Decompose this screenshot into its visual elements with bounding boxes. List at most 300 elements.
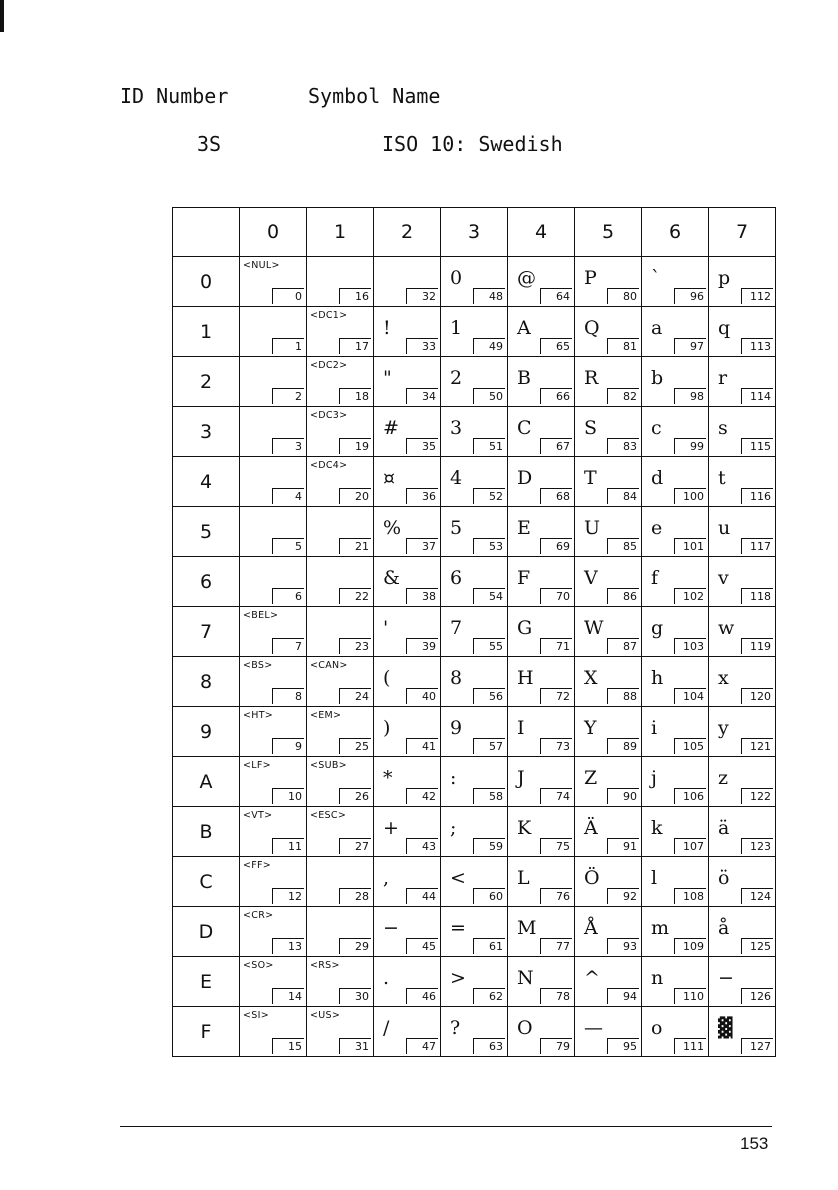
table-row <box>173 607 776 657</box>
char-cell <box>508 807 575 857</box>
character-glyph: N <box>517 967 534 989</box>
char-cell <box>441 707 508 757</box>
char-cell <box>642 507 709 557</box>
control-code-label: <BS> <box>243 660 273 671</box>
character-glyph: Ä <box>584 817 598 839</box>
decimal-code: 53 <box>473 538 505 554</box>
character-glyph: f <box>651 567 659 589</box>
decimal-code: 104 <box>674 688 706 704</box>
char-cell <box>709 857 776 907</box>
column-header-6: 6 <box>642 208 709 257</box>
char-cell <box>709 907 776 957</box>
character-glyph: . <box>383 967 390 989</box>
decimal-code: 103 <box>674 638 706 654</box>
row-header-A: A <box>173 757 240 807</box>
decimal-code: 42 <box>406 788 438 804</box>
char-cell <box>575 407 642 457</box>
char-cell <box>642 707 709 757</box>
character-glyph: Ö <box>584 867 600 889</box>
char-cell <box>240 757 307 807</box>
char-cell <box>240 557 307 607</box>
control-code-label: <SI> <box>243 1010 269 1021</box>
character-glyph: X <box>584 667 598 689</box>
decimal-code: 120 <box>741 688 773 704</box>
decimal-code: 80 <box>607 288 639 304</box>
char-cell <box>575 557 642 607</box>
table-row <box>173 757 776 807</box>
column-header-1: 1 <box>307 208 374 257</box>
decimal-code: 71 <box>540 638 572 654</box>
decimal-code: 124 <box>741 888 773 904</box>
char-cell <box>374 807 441 857</box>
decimal-code: 12 <box>272 888 304 904</box>
character-glyph: " <box>383 367 392 389</box>
character-glyph: B <box>517 367 531 389</box>
decimal-code: 83 <box>607 438 639 454</box>
character-glyph: å <box>718 917 730 939</box>
character-set-table <box>172 207 776 1057</box>
char-cell <box>709 707 776 757</box>
id-number-value: 3S <box>197 132 222 156</box>
decimal-code: 14 <box>272 988 304 1004</box>
character-glyph: 0 <box>450 267 463 289</box>
char-cell <box>575 307 642 357</box>
char-cell <box>441 757 508 807</box>
char-cell <box>240 607 307 657</box>
decimal-code: 70 <box>540 588 572 604</box>
char-cell <box>441 857 508 907</box>
decimal-code: 25 <box>339 738 371 754</box>
decimal-code: 91 <box>607 838 639 854</box>
char-cell <box>307 457 374 507</box>
character-glyph: ( <box>383 667 391 689</box>
char-cell <box>642 307 709 357</box>
table-row <box>173 857 776 907</box>
decimal-code: 114 <box>741 388 773 404</box>
decimal-code: 92 <box>607 888 639 904</box>
char-cell <box>441 957 508 1007</box>
character-glyph: Y <box>584 717 597 739</box>
decimal-code: 45 <box>406 938 438 954</box>
character-glyph: i <box>651 717 658 739</box>
character-glyph: P <box>584 267 597 289</box>
table-row <box>173 907 776 957</box>
character-glyph: z <box>718 767 729 789</box>
char-cell <box>709 307 776 357</box>
decimal-code: 67 <box>540 438 572 454</box>
char-cell <box>307 557 374 607</box>
column-header-3: 3 <box>441 208 508 257</box>
character-glyph: % <box>383 517 402 539</box>
decimal-code: 43 <box>406 838 438 854</box>
char-cell <box>374 507 441 557</box>
control-code-label: <EM> <box>310 710 342 721</box>
char-cell <box>508 507 575 557</box>
control-code-label: <CR> <box>243 910 274 921</box>
decimal-code: 8 <box>272 688 304 704</box>
column-header-2: 2 <box>374 208 441 257</box>
character-glyph: 3 <box>450 417 463 439</box>
character-glyph: L <box>517 867 530 889</box>
char-cell <box>642 1007 709 1057</box>
char-cell <box>508 357 575 407</box>
decimal-code: 87 <box>607 638 639 654</box>
row-header-0: 0 <box>173 257 240 307</box>
character-glyph: a <box>651 317 663 339</box>
decimal-code: 28 <box>339 888 371 904</box>
decimal-code: 115 <box>741 438 773 454</box>
character-glyph: @ <box>517 267 536 289</box>
character-glyph: M <box>517 917 537 939</box>
character-glyph: : <box>450 767 457 789</box>
decimal-code: 0 <box>272 288 304 304</box>
control-code-label: <VT> <box>243 810 273 821</box>
char-cell <box>374 657 441 707</box>
character-glyph: b <box>651 367 664 389</box>
character-glyph: O <box>517 1017 533 1039</box>
control-code-label: <DC2> <box>310 360 348 371</box>
char-cell <box>575 257 642 307</box>
decimal-code: 73 <box>540 738 572 754</box>
char-cell <box>374 857 441 907</box>
char-cell <box>508 957 575 1007</box>
char-cell <box>240 657 307 707</box>
character-glyph: l <box>651 867 658 889</box>
char-cell <box>240 307 307 357</box>
character-glyph: Å <box>584 917 598 939</box>
character-glyph: 2 <box>450 367 463 389</box>
char-cell <box>441 1007 508 1057</box>
char-cell <box>642 807 709 857</box>
character-glyph: ; <box>450 817 457 839</box>
decimal-code: 60 <box>473 888 505 904</box>
char-cell <box>508 607 575 657</box>
column-header-4: 4 <box>508 208 575 257</box>
character-glyph: v <box>718 567 729 589</box>
char-cell <box>441 557 508 607</box>
row-header-F: F <box>173 1007 240 1057</box>
column-header-0: 0 <box>240 208 307 257</box>
character-glyph: 1 <box>450 317 463 339</box>
page-number: 153 <box>740 1134 769 1153</box>
decimal-code: 31 <box>339 1038 371 1054</box>
char-cell <box>642 857 709 907</box>
char-cell <box>508 657 575 707</box>
decimal-code: 19 <box>339 438 371 454</box>
decimal-code: 90 <box>607 788 639 804</box>
char-cell <box>441 657 508 707</box>
character-glyph: − <box>718 967 734 989</box>
character-glyph: d <box>651 467 664 489</box>
table-row <box>173 807 776 857</box>
char-cell <box>441 457 508 507</box>
decimal-code: 26 <box>339 788 371 804</box>
char-cell <box>441 407 508 457</box>
decimal-code: 127 <box>741 1038 773 1054</box>
char-cell <box>307 657 374 707</box>
char-cell <box>307 707 374 757</box>
control-code-label: <HT> <box>243 710 274 721</box>
char-cell <box>240 707 307 757</box>
char-cell <box>441 307 508 357</box>
decimal-code: 47 <box>406 1038 438 1054</box>
row-header-5: 5 <box>173 507 240 557</box>
character-glyph: u <box>718 517 731 539</box>
decimal-code: 82 <box>607 388 639 404</box>
char-cell <box>575 807 642 857</box>
char-cell <box>374 457 441 507</box>
character-glyph: Z <box>584 767 598 789</box>
char-cell <box>709 257 776 307</box>
char-cell <box>575 657 642 707</box>
char-cell <box>642 557 709 607</box>
decimal-code: 121 <box>741 738 773 754</box>
id-number-label: ID Number <box>120 84 229 108</box>
decimal-code: 54 <box>473 588 505 604</box>
character-glyph: ¤ <box>383 467 396 489</box>
decimal-code: 107 <box>674 838 706 854</box>
char-cell <box>575 357 642 407</box>
decimal-code: 22 <box>339 588 371 604</box>
table-row <box>173 507 776 557</box>
char-cell <box>374 957 441 1007</box>
decimal-code: 51 <box>473 438 505 454</box>
char-cell <box>642 357 709 407</box>
decimal-code: 84 <box>607 488 639 504</box>
decimal-code: 57 <box>473 738 505 754</box>
char-cell <box>709 957 776 1007</box>
page-edge-mark <box>0 0 4 32</box>
char-cell <box>508 457 575 507</box>
char-cell <box>240 957 307 1007</box>
decimal-code: 89 <box>607 738 639 754</box>
table-corner <box>173 208 240 257</box>
char-cell <box>508 757 575 807</box>
character-glyph: 5 <box>450 517 463 539</box>
char-cell <box>575 857 642 907</box>
character-glyph: G <box>517 617 533 639</box>
footer-rule <box>120 1126 772 1127</box>
char-cell <box>709 457 776 507</box>
char-cell <box>575 1007 642 1057</box>
control-code-label: <RS> <box>310 960 340 971</box>
char-cell <box>374 407 441 457</box>
char-cell <box>441 257 508 307</box>
character-glyph: ) <box>383 717 391 739</box>
decimal-code: 61 <box>473 938 505 954</box>
table-row <box>173 357 776 407</box>
control-code-label: <BEL> <box>243 610 279 621</box>
decimal-code: 38 <box>406 588 438 604</box>
char-cell <box>709 557 776 607</box>
decimal-code: 81 <box>607 338 639 354</box>
character-glyph: A <box>517 317 531 339</box>
character-glyph: ' <box>383 617 389 639</box>
decimal-code: 99 <box>674 438 706 454</box>
char-cell <box>307 857 374 907</box>
decimal-code: 13 <box>272 938 304 954</box>
char-cell <box>508 307 575 357</box>
char-cell <box>374 607 441 657</box>
char-cell <box>508 257 575 307</box>
char-cell <box>441 607 508 657</box>
decimal-code: 63 <box>473 1038 505 1054</box>
control-code-label: <SO> <box>243 960 274 971</box>
character-glyph: c <box>651 417 662 439</box>
decimal-code: 39 <box>406 638 438 654</box>
character-glyph: ` <box>651 267 661 289</box>
decimal-code: 40 <box>406 688 438 704</box>
column-header-row <box>173 208 776 257</box>
char-cell <box>709 357 776 407</box>
char-cell <box>508 1007 575 1057</box>
character-glyph: x <box>718 667 729 689</box>
control-code-label: <FF> <box>243 860 272 871</box>
table-row <box>173 457 776 507</box>
character-glyph: — <box>584 1017 603 1039</box>
char-cell <box>307 907 374 957</box>
char-cell <box>642 757 709 807</box>
symbol-name-label: Symbol Name <box>308 84 441 108</box>
row-header-8: 8 <box>173 657 240 707</box>
decimal-code: 85 <box>607 538 639 554</box>
decimal-code: 9 <box>272 738 304 754</box>
char-cell <box>441 807 508 857</box>
char-cell <box>307 257 374 307</box>
char-cell <box>441 357 508 407</box>
char-cell <box>374 1007 441 1057</box>
row-header-3: 3 <box>173 407 240 457</box>
char-cell <box>642 657 709 707</box>
decimal-code: 100 <box>674 488 706 504</box>
char-cell <box>240 457 307 507</box>
character-glyph: t <box>718 467 726 489</box>
char-cell <box>508 407 575 457</box>
character-glyph: R <box>584 367 599 389</box>
character-glyph: e <box>651 517 663 539</box>
char-cell <box>240 357 307 407</box>
character-glyph: H <box>517 667 534 689</box>
char-cell <box>575 957 642 1007</box>
char-cell <box>374 357 441 407</box>
decimal-code: 110 <box>674 988 706 1004</box>
character-glyph: j <box>651 767 657 789</box>
character-glyph: − <box>383 917 399 939</box>
decimal-code: 113 <box>741 338 773 354</box>
decimal-code: 72 <box>540 688 572 704</box>
decimal-code: 86 <box>607 588 639 604</box>
decimal-code: 66 <box>540 388 572 404</box>
character-glyph: 7 <box>450 617 463 639</box>
char-cell <box>441 907 508 957</box>
character-glyph: ! <box>383 317 391 339</box>
character-glyph: D <box>517 467 533 489</box>
decimal-code: 33 <box>406 338 438 354</box>
row-header-9: 9 <box>173 707 240 757</box>
character-glyph: ^ <box>584 967 600 989</box>
character-glyph: F <box>517 567 531 589</box>
decimal-code: 6 <box>272 588 304 604</box>
decimal-code: 44 <box>406 888 438 904</box>
decimal-code: 21 <box>339 538 371 554</box>
row-header-6: 6 <box>173 557 240 607</box>
char-cell <box>642 257 709 307</box>
character-glyph: C <box>517 417 532 439</box>
char-cell <box>240 257 307 307</box>
decimal-code: 41 <box>406 738 438 754</box>
decimal-code: 97 <box>674 338 706 354</box>
decimal-code: 48 <box>473 288 505 304</box>
decimal-code: 75 <box>540 838 572 854</box>
decimal-code: 11 <box>272 838 304 854</box>
symbol-name-value: ISO 10: Swedish <box>382 132 563 156</box>
character-glyph: I <box>517 717 525 739</box>
char-cell <box>709 407 776 457</box>
decimal-code: 88 <box>607 688 639 704</box>
char-cell <box>709 807 776 857</box>
decimal-code: 49 <box>473 338 505 354</box>
decimal-code: 24 <box>339 688 371 704</box>
row-header-B: B <box>173 807 240 857</box>
decimal-code: 27 <box>339 838 371 854</box>
char-cell <box>575 457 642 507</box>
decimal-code: 101 <box>674 538 706 554</box>
table-row <box>173 307 776 357</box>
table-row <box>173 557 776 607</box>
decimal-code: 76 <box>540 888 572 904</box>
character-glyph: K <box>517 817 532 839</box>
decimal-code: 35 <box>406 438 438 454</box>
character-glyph: 8 <box>450 667 463 689</box>
decimal-code: 69 <box>540 538 572 554</box>
decimal-code: 126 <box>741 988 773 1004</box>
char-cell <box>709 607 776 657</box>
control-code-label: <DC1> <box>310 310 348 321</box>
character-glyph: U <box>584 517 601 539</box>
character-glyph: ä <box>718 817 730 839</box>
decimal-code: 118 <box>741 588 773 604</box>
character-glyph: k <box>651 817 663 839</box>
character-glyph: w <box>718 617 735 639</box>
character-glyph: s <box>718 417 728 439</box>
decimal-code: 95 <box>607 1038 639 1054</box>
character-glyph: r <box>718 367 728 389</box>
character-glyph: 9 <box>450 717 463 739</box>
decimal-code: 62 <box>473 988 505 1004</box>
char-cell <box>575 607 642 657</box>
character-glyph: p <box>718 267 731 289</box>
char-cell <box>508 857 575 907</box>
char-cell <box>240 857 307 907</box>
decimal-code: 106 <box>674 788 706 804</box>
decimal-code: 116 <box>741 488 773 504</box>
decimal-code: 2 <box>272 388 304 404</box>
decimal-code: 122 <box>741 788 773 804</box>
char-cell <box>240 807 307 857</box>
decimal-code: 94 <box>607 988 639 1004</box>
decimal-code: 65 <box>540 338 572 354</box>
decimal-code: 102 <box>674 588 706 604</box>
character-glyph: V <box>584 567 598 589</box>
char-cell <box>307 1007 374 1057</box>
character-glyph: 6 <box>450 567 463 589</box>
character-glyph: ▓ <box>718 1017 733 1039</box>
table-row <box>173 957 776 1007</box>
char-cell <box>575 707 642 757</box>
char-cell <box>508 557 575 607</box>
char-cell <box>307 607 374 657</box>
char-cell <box>374 307 441 357</box>
